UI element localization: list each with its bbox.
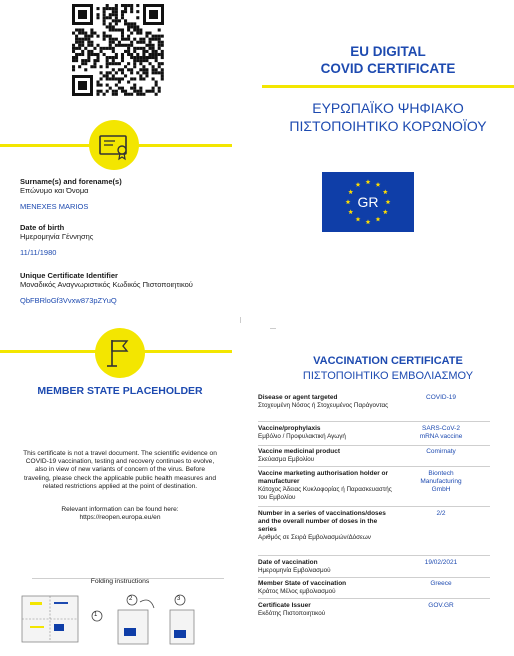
table-row — [258, 559, 510, 575]
row-divider — [258, 577, 490, 578]
row-label-gr: Αριθμός σε Σειρά Εμβολιασμών/Δόσεων — [258, 534, 371, 541]
certificate-icon — [89, 120, 139, 170]
step-3-label: 3 — [177, 596, 181, 602]
row-label-en: Member State of vaccination — [258, 580, 347, 587]
table-row — [258, 425, 510, 441]
row-value: 19/02/2021 — [424, 559, 458, 566]
row-label-en: Vaccine/prophylaxis — [258, 425, 321, 432]
folding-instructions-icon — [18, 590, 228, 650]
name-value: MENEXES MARIOS — [20, 202, 89, 211]
vaccination-title-gr: ΠΙΣΤΟΠΟΙΗΤΙΚΟ ΕΜΒΟΛΙΑΣΜΟΥ — [302, 370, 474, 382]
row-value: Greece — [430, 580, 452, 587]
table-row — [258, 602, 510, 618]
qr-code — [72, 4, 164, 96]
fold-mark — [240, 317, 245, 323]
eu-flag — [322, 172, 414, 232]
name-label-gr: Επώνυμο και Όνομα — [20, 186, 89, 195]
table-row — [258, 580, 510, 596]
row-divider — [258, 421, 490, 422]
row-label-en: Number in a series of vaccinations/doses and the overall number of doses in the series — [258, 510, 386, 533]
yellow-rule-right-top — [262, 85, 514, 88]
certificate-badge — [89, 120, 139, 170]
row-value: Biontech Manufacturing GmbH — [420, 470, 462, 493]
title-en-line2: COVID CERTIFICATE — [320, 61, 456, 76]
step-2-label: 2 — [129, 596, 133, 602]
step-1-label: 1 — [94, 612, 98, 618]
name-label-en: Surname(s) and forename(s) — [20, 177, 122, 186]
row-divider — [258, 445, 490, 446]
disclaimer-text: This certificate is not a travel document. The scientific evidence on COVID-19 vaccination, testing and recovery continues to evolve, also in view of new variants of concern of the virus. Before traveling, please check the applicable public health measures and related restrictions applied at the point of destination. — [23, 450, 217, 490]
table-row — [258, 448, 510, 464]
row-label-en: Certificate Issuer — [258, 602, 311, 609]
dob-value: 11/11/1980 — [20, 248, 57, 257]
row-label-en: Vaccine marketing authorisation holder or manufacturer — [258, 470, 389, 485]
title-en-line1: EU DIGITAL — [350, 44, 426, 59]
row-label-gr: Εκδότης Πιστοποιητικού — [258, 610, 326, 617]
uci-label-gr: Μοναδικός Αναγνωριστικός Κωδικός Πιστοποιητικού — [20, 280, 193, 289]
dob-label-en: Date of birth — [20, 223, 65, 232]
row-value: 2/2 — [436, 510, 446, 517]
row-label-gr: Στοχευμένη Νόσος ή Στοχευμένος Παράγοντας — [258, 402, 389, 409]
row-divider — [258, 555, 490, 556]
placeholder-title: MEMBER STATE PLACEHOLDER — [37, 385, 203, 397]
title-gr-line2: ΠΙΣΤΟΠΟΙΗΤΙΚΟ ΚΟΡΩΝΟΪΟΥ — [289, 118, 487, 134]
row-value: COVID-19 — [426, 394, 456, 401]
info-line2: https://reopen.europa.eu/en — [79, 514, 161, 522]
row-label-gr: Σκεύασμα Εμβολίου — [258, 456, 315, 463]
title-gr-line1: ΕΥΡΩΠΑΪΚΟ ΨΗΦΙΑΚΟ — [312, 100, 464, 116]
fold-mark — [270, 328, 276, 329]
table-row — [258, 394, 510, 410]
row-value: Comirnaty — [426, 448, 456, 455]
row-label-gr: Κράτος Μέλος εμβολιασμού — [258, 588, 336, 595]
uci-label-en: Unique Certificate Identifier — [20, 271, 118, 280]
dob-label-gr: Ημερομηνία Γέννησης — [20, 232, 94, 241]
info-line1: Relevant information can be found here: — [61, 506, 179, 513]
row-value: GOV.GR — [428, 602, 454, 609]
flag-badge — [95, 328, 145, 378]
qr-code-icon — [72, 4, 164, 96]
row-label-gr: Ημερομηνία Εμβολιασμού — [258, 567, 331, 574]
row-label-gr: Εμβόλιο / Προφυλακτική Αγωγή — [258, 433, 346, 440]
flag-icon — [95, 328, 145, 378]
row-divider — [258, 466, 490, 467]
folding-diagram — [18, 590, 228, 650]
flag-country-code: GR — [357, 194, 379, 210]
folding-title: Folding instructions — [90, 578, 150, 585]
row-divider — [258, 506, 490, 507]
row-value: SARS-CoV-2 mRNA vaccine — [419, 425, 463, 440]
table-row — [258, 510, 510, 542]
row-label-en: Date of vaccination — [258, 559, 318, 566]
vaccination-title-en: VACCINATION CERTIFICATE — [313, 355, 463, 367]
row-label-en: Vaccine medicinal product — [258, 448, 340, 455]
row-label-en: Disease or agent targeted — [258, 394, 338, 401]
table-row — [258, 470, 510, 501]
row-label-gr: Κάτοχος Άδειας Κυκλοφορίας ή Παρασκευαστής του Εμβολίου — [258, 486, 392, 501]
uci-value: QbFBRloGf3Vvxw873pZYuQ — [20, 296, 117, 305]
row-divider — [258, 598, 490, 599]
